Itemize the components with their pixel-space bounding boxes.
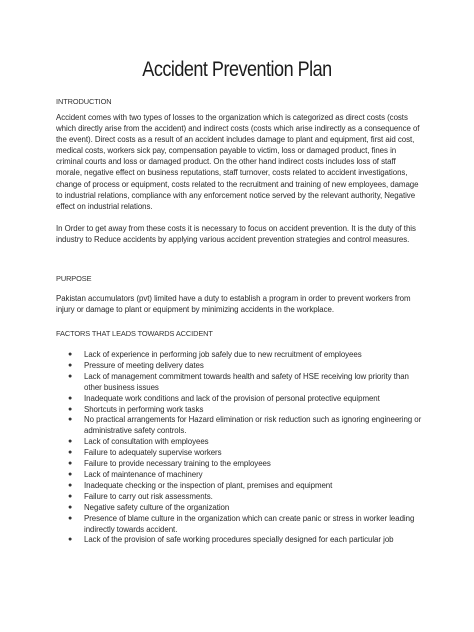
bullet-dot-icon: ●: [68, 460, 73, 468]
factor-list-item: [56, 372, 422, 394]
factor-list-item-text: Inadequate work conditions and lack of the provision of personal protective equipment: [84, 393, 380, 403]
bullet-dot-icon: ●: [68, 394, 73, 402]
factor-list-item-text: Presence of blame culture in the organization which can create panic or stress in worker leading indirectly towards accident.: [84, 513, 415, 534]
introduction-paragraph-1: Accident comes with two types of losses to the organization which is categorized as direct costs (costs which directly arise from the accident) and indirect costs (costs which arise indirectly as a consequence of the event). Direct costs as a result of an accident includes damage to plant and equipment, first aid cost, medical costs, workers sick pay, compensation payable to victim, loss or damaged product, fines in criminal courts and loss or damaged product. On the other hand indirect costs includes loss of staff morale, negative effect on business reputations, staff turnover, costs related to accident investigations, change of process or equipment, costs related to the recruitment and training of new employees, damage to industrial relations, compliance with any enforcement notice served by the relevant authority, Negative effect on industrial relations.: [56, 113, 420, 211]
purpose-heading: PURPOSE: [56, 274, 92, 283]
factors-heading: FACTORS THAT LEADS TOWARDS ACCIDENT: [56, 329, 213, 338]
bullet-dot-icon: ●: [68, 416, 73, 424]
factor-list-item: [56, 514, 422, 536]
factor-list-item-text: Lack of consultation with employees: [84, 437, 209, 447]
bullet-dot-icon: ●: [68, 481, 73, 489]
introduction-heading: INTRODUCTION: [56, 97, 112, 106]
bullet-dot-icon: ●: [68, 492, 73, 500]
bullet-dot-icon: ●: [68, 351, 73, 358]
factor-list-item: [56, 492, 422, 503]
bullet-dot-icon: ●: [68, 361, 73, 369]
factor-list-item: [56, 405, 422, 416]
bullet-dot-icon: ●: [68, 372, 73, 380]
factor-list-item-text: Negative safety culture of the organization: [84, 502, 230, 512]
factor-list-item: [56, 535, 422, 546]
bullet-dot-icon: ●: [68, 438, 73, 446]
factor-list-item: [56, 470, 422, 481]
bullet-dot-icon: ●: [68, 470, 73, 478]
factor-list-item: [56, 394, 422, 405]
factor-list-item-text: Failure to adequately supervise workers: [84, 448, 222, 458]
factor-list-item-text: No practical arrangements for Hazard elimination or risk reduction such as ignoring engineering or administrative safety controls.: [84, 415, 422, 436]
factor-list-item: [56, 415, 422, 437]
factor-list-item: [56, 459, 422, 470]
purpose-paragraph: Pakistan accumulators (pvt) limited have a duty to establish a program in order to prevent workers from injury or damage to plant or equipment by minimizing accidents in the workplace.: [56, 294, 411, 315]
factors-bullet-list: [56, 350, 422, 546]
bullet-dot-icon: ●: [68, 536, 73, 544]
factor-list-item-text: Failure to carry out risk assessments.: [84, 491, 213, 501]
bullet-dot-icon: ●: [68, 405, 73, 413]
factor-list-item: [56, 503, 422, 514]
factor-list-item: [56, 481, 422, 492]
document-title: Accident Prevention Plan: [142, 58, 332, 81]
factor-list-item: [56, 361, 422, 372]
factor-list-item-text: Lack of management commitment towards health and safety of HSE receiving low priority than other business issues: [84, 371, 409, 392]
factor-list-item: [56, 437, 422, 448]
bullet-dot-icon: ●: [68, 503, 73, 511]
factor-list-item-text: Shortcuts in performing work tasks: [84, 404, 204, 414]
bullet-dot-icon: ●: [68, 449, 73, 457]
factor-list-item-text: Lack of maintenance of machinery: [84, 469, 203, 479]
factor-list-item-text: Failure to provide necessary training to the employees: [84, 459, 271, 469]
factor-list-item-text: Lack of the provision of safe working procedures specially designed for each particular job: [84, 535, 394, 545]
factor-list-item: [56, 350, 422, 361]
factor-list-item-text: Lack of experience in performing job safely due to new recruitment of employees: [84, 350, 362, 359]
introduction-paragraph-2: In Order to get away from these costs it is necessary to focus on accident prevention. It is the duty of this industry to Reduce accidents by applying various accident prevention strategies and control measures.: [56, 224, 416, 245]
factor-list-item-text: Pressure of meeting delivery dates: [84, 360, 204, 370]
factor-list-item-text: Inadequate checking or the inspection of plant, premises and equipment: [84, 480, 333, 490]
factor-list-item: [56, 448, 422, 459]
bullet-dot-icon: ●: [68, 514, 73, 522]
